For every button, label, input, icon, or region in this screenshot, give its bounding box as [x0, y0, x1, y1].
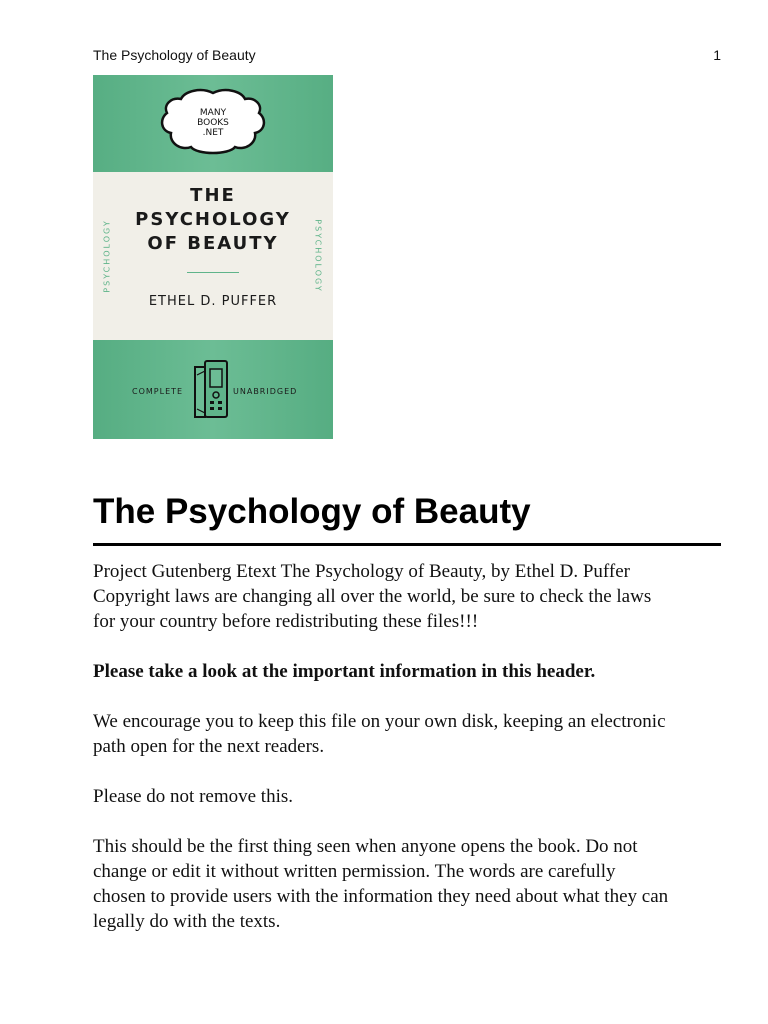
document-body: [93, 559, 733, 959]
badge-line: BOOKS: [197, 118, 229, 128]
encourage-paragraph: [93, 709, 733, 759]
running-title: The Psychology of Beauty: [93, 47, 256, 63]
book-cover-image: [93, 75, 333, 439]
badge-line: MANY: [199, 108, 227, 118]
text-line: legally do with the texts.: [93, 911, 281, 932]
text-line: change or edit it without written permission. The words are carefully: [93, 861, 616, 882]
text-line: This should be the first thing seen when anyone opens the book. Do not: [93, 836, 638, 857]
do-not-remove-paragraph: Please do not remove this.: [93, 786, 293, 807]
first-thing-paragraph: [93, 834, 733, 934]
text-line: for your country before redistributing these files!!!: [93, 611, 479, 632]
text-line: path open for the next readers.: [93, 736, 325, 757]
cover-title-line: OF BEAUTY: [147, 233, 279, 254]
text-line: Project Gutenberg Etext The Psychology of Beauty, by Ethel D. Puffer: [93, 561, 631, 582]
important-notice: Please take a look at the important information in this header.: [93, 661, 596, 682]
running-header: [93, 47, 721, 63]
document-title: The Psychology of Beauty: [93, 492, 531, 531]
title-underline: [93, 543, 721, 546]
cover-title-line: PSYCHOLOGY: [135, 209, 291, 230]
book-reader-icon: [195, 361, 227, 417]
badge-line: .NET: [202, 128, 224, 138]
cover-title-line: THE: [190, 185, 236, 206]
complete-label: COMPLETE: [132, 387, 184, 396]
spine-label-left: PSYCHOLOGY: [102, 219, 112, 293]
text-line: Copyright laws are changing all over the world, be sure to check the laws: [93, 586, 652, 607]
spine-label-right: PSYCHOLOGY: [313, 219, 323, 293]
text-line: We encourage you to keep this file on your own disk, keeping an electronic: [93, 711, 666, 732]
unabridged-label: UNABRIDGED: [233, 387, 298, 396]
intro-paragraph: [93, 559, 733, 634]
cover-author: ETHEL D. PUFFER: [148, 294, 278, 309]
text-line: chosen to provide users with the information they need about what they can: [93, 886, 669, 907]
page-number: 1: [713, 47, 721, 63]
cover-divider: [187, 272, 239, 273]
